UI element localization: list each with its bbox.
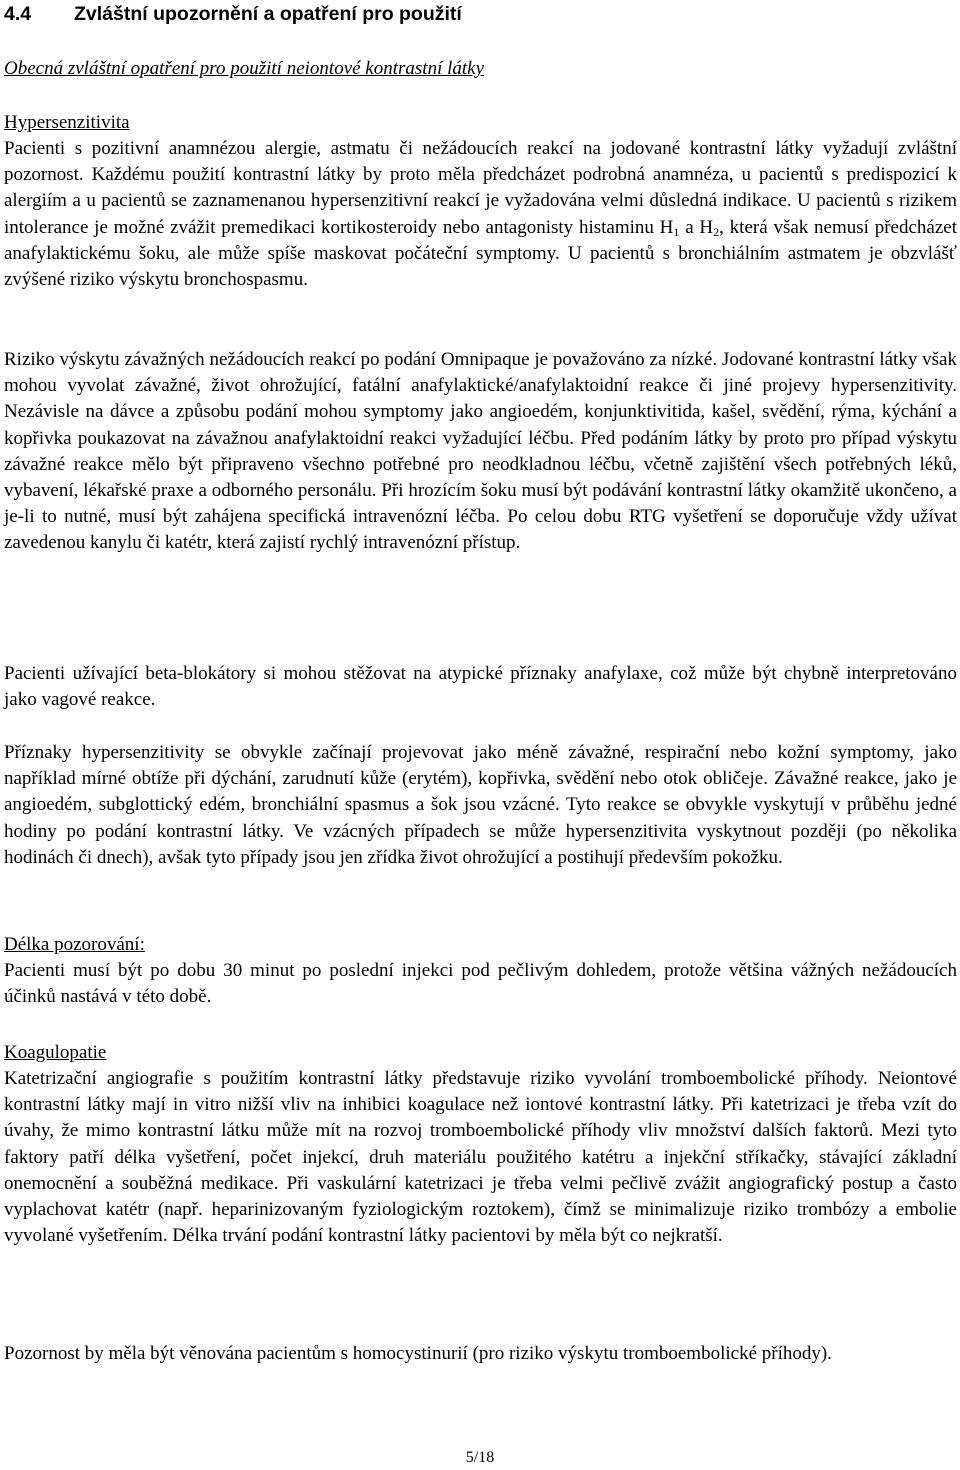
observation-block [4, 932, 957, 1010]
section-subtitle: Obecná zvláštní opatření pro použití neiontové kontrastní látky [4, 58, 485, 79]
observation-text: Pacienti musí být po dobu 30 minut po poslední injekci pod pečlivým dohledem, protože většina vážných nežádoucích účinků nastává v této době. [4, 960, 957, 1008]
section-number: 4.4 [4, 3, 32, 25]
page-number: 5/18 [465, 1449, 495, 1466]
section-title: Zvláštní upozornění a opatření pro použití [74, 3, 462, 25]
section-heading [4, 2, 462, 26]
coagulopathy-text: Katetrizační angiografie s použitím kontrastní látky představuje riziko vyvolání tromboembolické příhody. Neiontové kontrastní látky mají in vitro nižší vliv na inhibici koagulace než iontové kontrastní látky. Při katetrizaci je třeba vzít do úvahy, že mimo kontrastní látku může mít na rozvoj tromboembolické příhody vliv množství dalších faktorů. Mezi tyto faktory patří délka vyšetření, počet injekcí, druh materiálu použitého katétru a injekční stříkačky, stávající základní onemocnění a souběžná medikace. Při vaskulární katetrizaci je třeba velmi pečlivě zvážit angiografický postup a často vyplachovat katétr (např. heparinizovaným fyziologickým roztokem), čímž se minimalizuje riziko trombózy a embolie vyvolané vyšetřením. Délka trvání podání kontrastní látky pacientovi by měla být co nejkratší. [4, 1068, 957, 1247]
hypersensitivity-paragraph-4-block [4, 740, 957, 871]
coagulopathy-block [4, 1040, 957, 1249]
hypersensitivity-label: Hypersenzitivita [4, 112, 130, 133]
hypersensitivity-paragraph-1: Pacienti s pozitivní anamnézou alergie, astmatu či nežádoucích reakcí na jodované kontrastní látky vyžadují zvláštní pozornost. Každému použití kontrastní látky by proto měla předcházet podrobná anamnéza, u pacientů s predispozicí k alergiím a u pacientů se zaznamenanou hypersenzitivní reakcí je vyžadována velmi důsledná indikace. U pacientů s rizikem intolerance je možné zvážit premedikaci kortikosteroidy nebo antagonisty histaminu $H_1$ a $H_2$, která však nemusí předcházet anafylaktickému šoku, ale může spíše maskovat počáteční symptomy. U pacientů s bronchiálním astmatem je obzvlášť zvýšené riziko výskytu bronchospasmu. [4, 138, 958, 291]
hypersensitivity-block [4, 110, 957, 293]
coagulopathy-label: Koagulopatie [4, 1042, 107, 1063]
hypersensitivity-paragraph-2-block [4, 347, 957, 557]
hypersensitivity-paragraph-2: Riziko výskytu závažných nežádoucích reakcí po podání Omnipaque je považováno za nízké. Jodované kontrastní látky však mohou vyvolat závažné, život ohrožující, fatální anafylaktické/anafylaktoidní reakce či jiné projevy hypersenzitivity. Nezávisle na dávce a způsobu podání mohou symptomy jako angioedém, konjunktivitida, kašel, svědění, rýma, kýchání a kopřivka poukazovat na závažnou anafylaktoidní reakci vyžadující léčbu. Před podáním látky by proto pro případ výskytu závažné reakce mělo být připraveno všechno potřebné pro neodkladnou léčbu, včetně zajištění všech potřebných léků, vybavení, lékařské praxe a odborného personálu. Při hrozícím šoku musí být podávání kontrastní látky okamžitě ukončeno, a je-li to nutné, musí být zahájena specifická intravenózní léčba. Po celou dobu RTG vyšetření se doporučuje vždy užívat zavedenou kanylu či katétr, která zajistí rychlý intravenózní přístup. [4, 349, 957, 554]
hypersensitivity-paragraph-3-block [4, 661, 957, 713]
hypersensitivity-paragraph-4: Příznaky hypersenzitivity se obvykle začínají projevovat jako méně závažné, respirační nebo kožní symptomy, jako například mírné obtíže při dýchání, zarudnutí kůže (erytém), kopřivka, svědění nebo otok obličeje. Závažné reakce, jako je angioedém, subglottický edém, bronchiální spasmus a šok jsou vzácné. Tyto reakce se obvykle vyskytují v průběhu jedné hodiny po podání kontrastní látky. Ve vzácných případech se může hypersenzitivita vyskytnout později (po několika hodinách či dnech), avšak tyto případy jsou jen zřídka život ohrožující a postihují především pokožku. [4, 742, 957, 868]
observation-label: Délka pozorování: [4, 934, 145, 955]
coagulopathy-note-block [4, 1341, 957, 1367]
coagulopathy-note: Pozornost by měla být věnována pacientům s homocystinurií (pro riziko výskytu tromboembolické příhody). [4, 1343, 832, 1364]
hypersensitivity-paragraph-3: Pacienti užívající beta-blokátory si mohou stěžovat na atypické příznaky anafylaxe, což může být chybně interpretováno jako vagové reakce. [4, 663, 957, 711]
